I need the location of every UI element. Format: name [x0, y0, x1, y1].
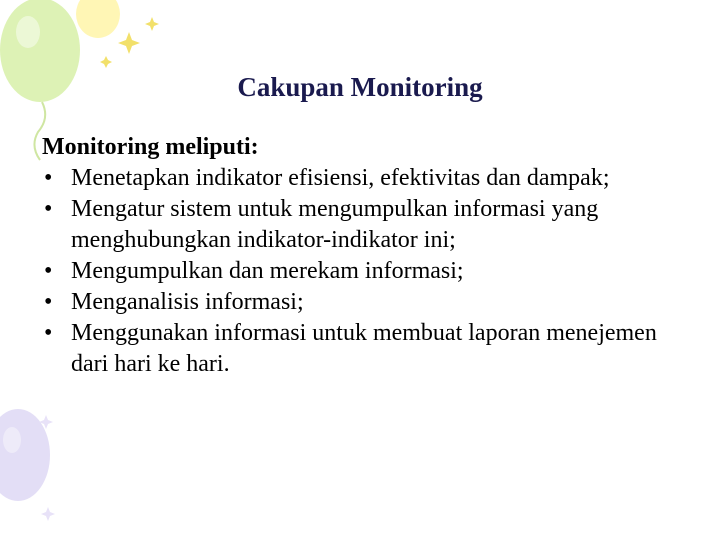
yellow-balloon-icon — [76, 0, 120, 38]
slide-title-text: Cakupan Monitoring — [237, 72, 483, 102]
list-item-text: Menetapkan indikator efisiensi, efektivitas dan dampak; — [71, 165, 610, 191]
lead-text: Monitoring meliputi: — [42, 134, 259, 160]
list-item-text: Menggunakan informasi untuk membuat laporan menejemen dari hari ke hari. — [71, 320, 657, 377]
bullet-icon: • — [44, 196, 53, 222]
bullet-icon: • — [44, 320, 53, 346]
list-item — [42, 163, 682, 194]
list-item — [42, 318, 682, 380]
slide-title — [0, 72, 720, 103]
list-item — [42, 194, 682, 256]
bullet-icon: • — [44, 258, 53, 284]
list-item-text: Menganalisis informasi; — [71, 289, 304, 315]
bullet-list — [42, 163, 682, 380]
list-item-text: Mengatur sistem untuk mengumpulkan informasi yang menghubungkan indikator-indikator ini; — [71, 196, 599, 253]
list-item-text: Mengumpulkan dan merekam informasi; — [71, 258, 464, 284]
slide-body — [42, 132, 682, 380]
list-item — [42, 287, 682, 318]
list-item — [42, 256, 682, 287]
bullet-icon: • — [44, 165, 53, 191]
bullet-icon: • — [44, 289, 53, 315]
